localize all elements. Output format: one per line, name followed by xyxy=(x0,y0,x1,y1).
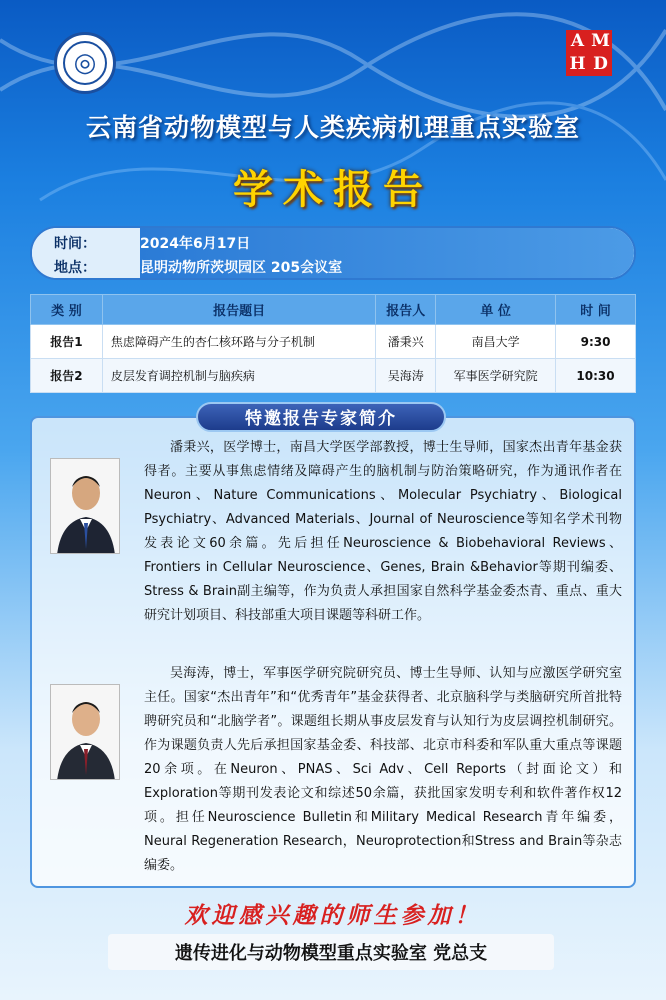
expert-intro-heading: 特邀报告专家简介 xyxy=(196,402,446,432)
row-topic: 焦虑障碍产生的杏仁核环路与分子机制 xyxy=(102,325,375,359)
header-topic: 报告题目 xyxy=(102,295,375,325)
schedule-header-row xyxy=(31,295,636,325)
header-time: 时 间 xyxy=(556,295,636,325)
place-row xyxy=(32,255,632,279)
person-portrait-icon xyxy=(51,459,120,554)
place-label: 地点： xyxy=(54,260,96,276)
time-label: 时间： xyxy=(54,236,96,252)
speaker-bio-1: 潘秉兴，医学博士，南昌大学医学部教授，博士生导师，国家杰出青年基金获得者。主要从事焦虑情绪及障碍产生的脑机制与防治策略研究，作为通讯作者在Neuron、Nature Communications、Molecular Psychiatry、Biological Psychiatry、Advanced Materials、Journal of Neuroscience等知名学术刊物发表论文60余篇。先后担任Neuroscience & Biobehavioral Reviews、Frontiers in Cellular Neuroscience、Genes, Brain &Behavior等期刊编委、Stress & Brain副主编等，作为负责人承担国家自然科学基金委杰青、重点、重大研究计划项目、科技部重大项目课题等科研工作。 xyxy=(144,440,622,623)
welcome-message: 欢迎感兴趣的师生参加！ xyxy=(184,902,482,929)
row-speaker: 吴海涛 xyxy=(376,359,436,393)
speaker-bio-2: 吴海涛，博士，军事医学研究院研究员、博士生导师、认知与应激医学研究室主任。国家“杰出青年”和“优秀青年”基金获得者、北京脑科学与类脑研究所首批特聘研究员和“北脑学者”。课题组长期从事皮层发育与认知行为皮层调控机制研究。作为课题负责人先后承担国家基金委、科技部、北京市科委和军队重大重点等课题20余项。在Neuron、PNAS、Sci Adv、Cell Reports（封面论文）和Exploration等期刊发表论文和综述50余篇，获批国家发明专利和软件著作权12项。担任Neuroscience Bulletin和Military Medical Research青年编委，Neural Regeneration Research，Neuroprotection和Stress and Brain等杂志编委。 xyxy=(144,666,622,873)
person-portrait-icon xyxy=(51,685,120,780)
row-time: 9:30 xyxy=(556,325,636,359)
row-category: 报告1 xyxy=(31,325,103,359)
time-value: 2024年6月17日 xyxy=(140,236,251,252)
organizer-name: 遗传进化与动物模型重点实验室 党总支 xyxy=(174,943,488,964)
speaker-photo-2 xyxy=(50,684,120,780)
row-time: 10:30 xyxy=(556,359,636,393)
schedule-table xyxy=(30,294,636,393)
time-row xyxy=(32,231,632,255)
logo-letter-a: A xyxy=(570,31,585,51)
table-row xyxy=(31,325,636,359)
header-unit: 单 位 xyxy=(436,295,556,325)
organizer-signature xyxy=(108,934,554,970)
logo-letter-m: M xyxy=(591,31,610,51)
institute-logo-emblem-icon: ◎ xyxy=(63,41,107,85)
header-category: 类 别 xyxy=(31,295,103,325)
time-place-box xyxy=(30,226,636,280)
logo-letter-d: D xyxy=(593,54,608,74)
row-category: 报告2 xyxy=(31,359,103,393)
lab-title: 云南省动物模型与人类疾病机理重点实验室 xyxy=(85,113,580,142)
row-unit: 南昌大学 xyxy=(436,325,556,359)
institute-logo xyxy=(54,32,116,94)
row-speaker: 潘秉兴 xyxy=(376,325,436,359)
row-unit: 军事医学研究院 xyxy=(436,359,556,393)
amhd-logo xyxy=(566,30,612,76)
logo-letter-h: H xyxy=(569,54,586,74)
speaker-photo-1 xyxy=(50,458,120,554)
header-speaker: 报告人 xyxy=(376,295,436,325)
row-topic: 皮层发育调控机制与脑疾病 xyxy=(102,359,375,393)
report-title: 学术报告 xyxy=(233,167,433,213)
place-value: 昆明动物所茨坝园区 205会议室 xyxy=(140,260,343,276)
table-row xyxy=(31,359,636,393)
